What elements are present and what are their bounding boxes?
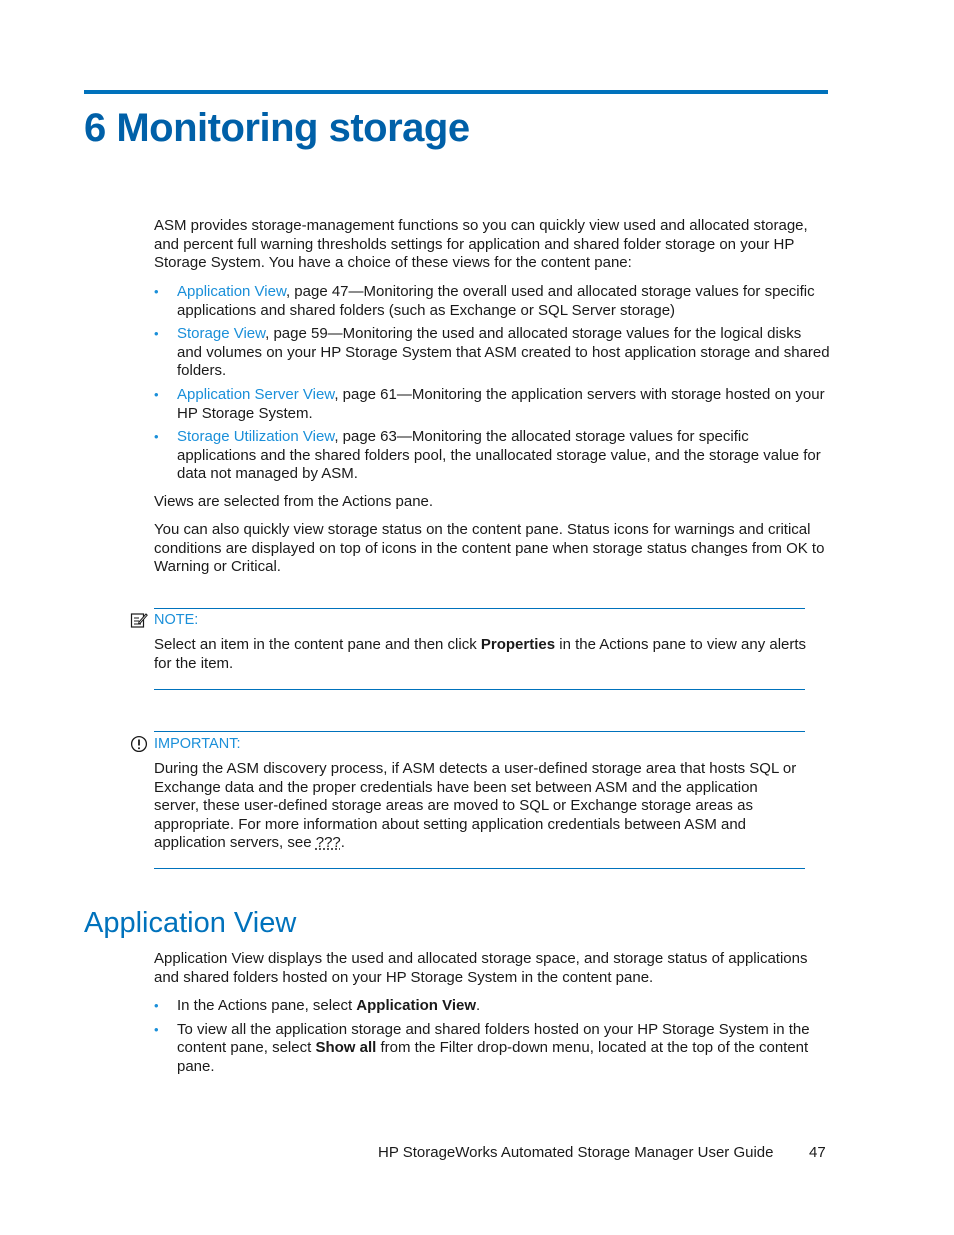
important-text — [154, 760, 805, 853]
list-item-text: , page 47—Monitoring the overall used and allocated storage values for specific applications and shared folders (such as Exchange or SQL Server storage) — [177, 283, 815, 319]
list-item — [154, 386, 830, 423]
page-number: 47 — [809, 1144, 826, 1161]
step-text: In the Actions pane, select — [177, 997, 357, 1014]
status-paragraph-text: You can also quickly view storage status on the content pane. Status icons for warnings and critical conditions are displayed on top of icons in the content pane when storage status changes from OK to Warning or Critical. — [154, 521, 825, 576]
application-view-term: Application View — [356, 997, 477, 1014]
important-body — [154, 760, 805, 853]
cross-reference-link[interactable]: ??? — [315, 834, 341, 852]
list-item — [154, 428, 830, 484]
intro-paragraph-text: ASM provides storage-management functions so you can quickly view used and allocated storage, and percent full warning thresholds settings for application and shared folder storage on your HP Storage System. You have a choice of these views for the content pane: — [154, 217, 808, 272]
note-text-start: Select an item in the content pane and then click — [154, 636, 481, 653]
list-item — [154, 1021, 830, 1077]
intro-paragraph — [154, 217, 830, 273]
step-text-end: from the Filter drop-down menu, located at the top of the content pane. — [177, 1039, 809, 1075]
list-item — [154, 325, 830, 381]
important-label: IMPORTANT: — [154, 736, 241, 752]
bullet-icon: • — [154, 386, 159, 402]
list-item-text: , page 59—Monitoring the used and allocated storage values for the logical disks and volumes on your HP Storage System that ASM created to host application storage and shared folders. — [177, 325, 830, 380]
exclamation-circle-icon — [130, 735, 148, 753]
important-text-main: During the ASM discovery process, if ASM detects a user-defined storage area that hosts SQL or Exchange data and the proper credentials have been set between ASM and the application server, these user-defined storage areas are moved to SQL or Exchange storage areas as appropriate. For more information about setting application credentials between ASM and application servers, see — [154, 760, 797, 852]
bullet-icon: • — [154, 429, 159, 445]
storage-view-link[interactable]: Storage View — [177, 325, 266, 343]
list-item-text: , page 61—Monitoring the application servers with storage hosted on your HP Storage System. — [177, 385, 825, 422]
note-bottom-rule — [154, 689, 805, 690]
application-view-steps — [154, 997, 830, 1076]
views-selected-paragraph — [154, 493, 830, 512]
application-view-paragraph — [154, 950, 830, 987]
show-all-term: Show all — [315, 1039, 377, 1057]
views-selected-text: Views are selected from the Actions pane. — [154, 493, 434, 510]
list-item — [154, 997, 830, 1016]
bullet-icon: • — [154, 284, 159, 299]
views-list — [154, 283, 830, 484]
footer-guide-title: HP StorageWorks Automated Storage Manager User Guide — [378, 1144, 774, 1161]
application-view-text: Application View displays the used and allocated storage space, and storage status of applications and shared folders hosted on your HP Storage System in the content pane. — [154, 950, 808, 986]
important-bottom-rule — [154, 868, 805, 869]
chapter-top-rule — [84, 90, 828, 94]
application-server-view-link[interactable]: Application Server View — [177, 385, 335, 403]
note-text-end: in the Actions pane to view any alerts for the item. — [154, 636, 807, 672]
step-text: To view all the application storage and shared folders hosted on your HP Storage System in the content pane, select — [177, 1020, 810, 1057]
note-pencil-icon — [130, 611, 148, 629]
note-top-rule — [154, 608, 805, 609]
status-paragraph — [154, 521, 830, 577]
note-body — [154, 636, 809, 673]
bullet-icon: • — [154, 1021, 159, 1037]
list-item-text: , page 63—Monitoring the allocated storage values for specific applications and the shared folders pool, the unallocated storage value, and the storage value for data not managed by ASM. — [177, 428, 821, 483]
important-text-end: . — [340, 834, 345, 852]
chapter-title: 6 Monitoring storage — [84, 106, 470, 150]
list-item — [154, 283, 830, 320]
section-title-application-view: Application View — [84, 907, 297, 939]
properties-term: Properties — [480, 636, 556, 653]
step-text-end: . — [476, 997, 481, 1014]
bullet-icon: • — [154, 326, 159, 342]
bullet-icon: • — [154, 998, 159, 1013]
note-label: NOTE: — [154, 612, 199, 628]
application-view-link[interactable]: Application View — [177, 283, 286, 300]
note-text — [154, 636, 809, 673]
storage-utilization-view-link[interactable]: Storage Utilization View — [177, 428, 335, 446]
important-top-rule — [154, 731, 805, 732]
